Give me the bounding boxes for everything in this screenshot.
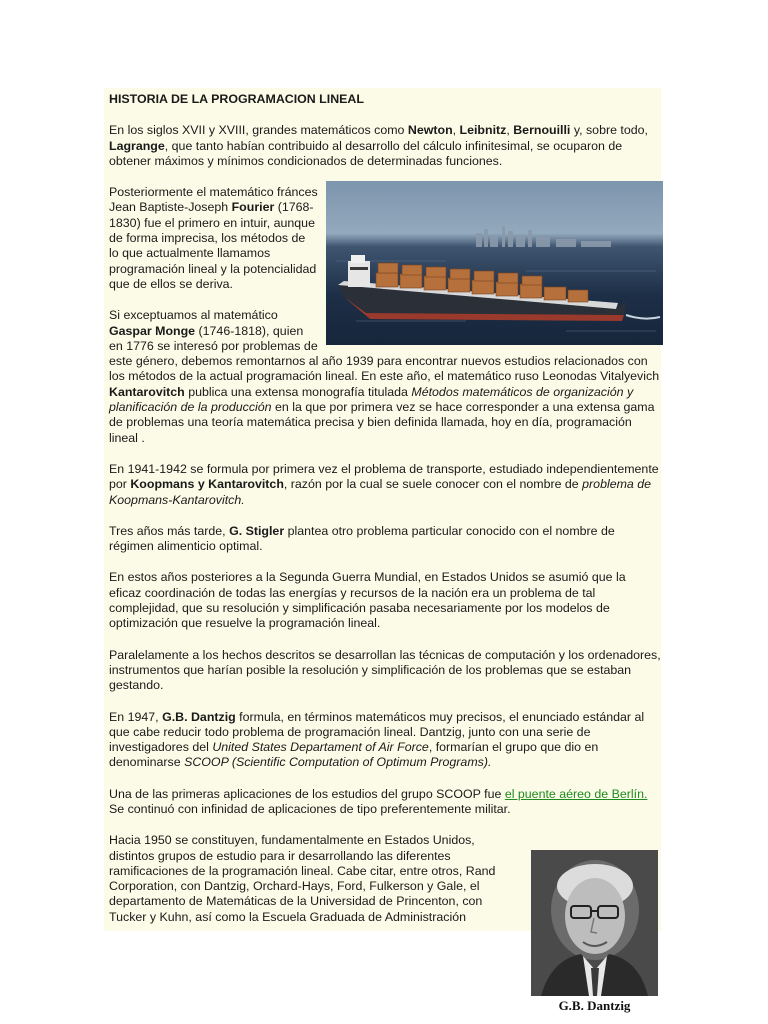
dantzig-portrait-picture (531, 850, 658, 996)
paragraph-6: En estos años posteriores a la Segunda Guerra Mundial, en Estados Unidos se asumió que la eficaz coordinación de todas las energías y recursos de la nación era un problema de tal complejidad, que su resolución y simplificación pasaba necesariamente por los modelos de optimización que resuelve la programación lineal. (109, 570, 626, 631)
paragraph-5: Tres años más tarde, G. Stigler plantea otro problema particular conocido con el nombre de régimen alimenticio optimal. (109, 523, 615, 554)
paragraph-3: Si exceptuamos al matemático Gaspar Monge (1746-1818), quien en 1776 se interesó por problemas de este género, debemos remontarnos al año 1939 para encontrar nuevos estudios relacionados con los métodos de la actual programación lineal. En este año, el matemático ruso Leonodas Vitalyevich Kantarovitch publica una extensa monografía titulada Métodos matemáticos de organización y planificación de la producción en la que por primera vez se hace corresponder a una extensa gama de problemas una teoría matemática precisa y bien definida llamada, hoy en día, programación lineal . (109, 308, 660, 445)
cargo-ship-picture (326, 181, 663, 345)
paragraph-1: En los siglos XVII y XVIII, grandes matemáticos como Newton, Leibnitz, Bernouilli y, sobre todo, Lagrange, que tanto habían contribuido al desarrollo del cálculo infinitesimal, se ocuparon de obtener máximos y mínimos condicionados de determinadas funciones. (109, 123, 648, 168)
paragraph-9: Una de las primeras aplicaciones de los estudios del grupo SCOOP fue el puente aéreo de Berlín. Se continuó con infinidad de aplicaciones de tipo preferentemente militar. (109, 786, 648, 816)
paragraph-10: Hacia 1950 se constituyen, fundamentalmente en Estados Unidos, distintos grupos de estudio para ir desarrollando las diferentes ramificaciones de la programación lineal. Cabe citar, entre otros, Rand Corporation, con Dantzig, Orchard-Hays, Ford, Fulkerson y Gale, el departamento de Matemáticas de la Universidad de Princenton, con Tucker y Kuhn, así como la Escuela Graduada de Administración (109, 833, 496, 924)
berlin-airlift-link[interactable]: el puente aéreo de Berlín. (504, 786, 648, 801)
page-title: HISTORIA DE LA PROGRAMACION LINEAL (109, 92, 364, 106)
paragraph-8: En 1947, G.B. Dantzig formula, en términos matemáticos muy precisos, el enunciado estándar al que cabe reducir todo problema de programación lineal. Dantzig, junto con una serie de investigadores del United States Departament of Air Force, formarían el grupo que dio en denominarse SCOOP (Scientific Computation of Optimum Programs). (109, 709, 645, 770)
dantzig-portrait-image (531, 850, 658, 996)
document-page (104, 88, 661, 931)
paragraph-2: Posteriormente el matemático fránces Jean Baptiste-Joseph Fourier (1768-1830) fue el primero en intuir, aunque de forma imprecisa, los métodos de lo que actualmente llamamos programación lineal y la potencialidad que de ellos se deriva. (109, 185, 318, 291)
cargo-ship-image (326, 181, 663, 345)
paragraph-7: Paralelamente a los hechos descritos se desarrollan las técnicas de computación y los ordenadores, instrumentos que harían posible la resolución y simplificación de los problemas que se estaban gestando. (109, 647, 661, 693)
portrait-caption: G.B. Dantzig (531, 996, 658, 1018)
paragraph-4: En 1941-1942 se formula por primera vez el problema de transporte, estudiado independientemente por Koopmans y Kantarovitch, razón por la cual se suele conocer con el nombre de problema de Koopmans-Kantarovitch. (109, 461, 659, 507)
